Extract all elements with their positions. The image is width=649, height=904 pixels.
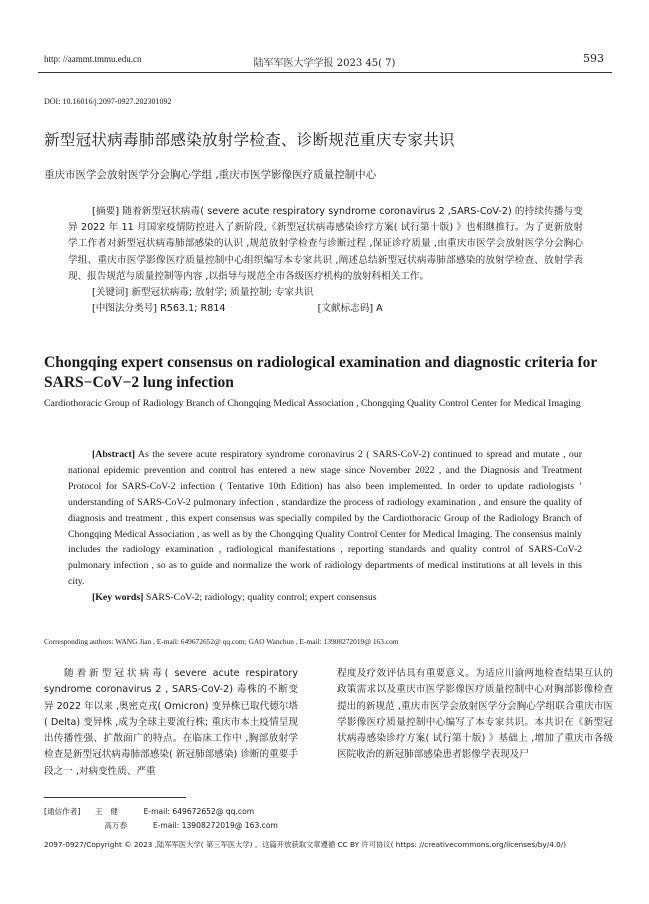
body-paragraph: 随着新型冠状病毒( severe acute respiratory syndrome coronavirus 2 , SARS-CoV-2) 毒株的不断变异 2022 年以来 ,奥密克戎( Omicron) 变异株已取代德尔塔( Delta) 变异株 ,成为全球主要流行株; 重庆市本土疫情呈现出传播性强、扩散面广的特点。在临床工作中 ,胸部放射学检查是新型冠状病毒肺部感染( 新冠肺部感染) 诊断的重要手段之一 ,对病变性质、严重	[44, 668, 298, 777]
footnote-author-email: E-mail: 649672652@ qq.com	[143, 807, 255, 816]
en-abstract-label: [Abstract]	[92, 449, 135, 460]
clc-label: [中图法分类号]	[92, 303, 158, 315]
doi: DOI: 10.16016/j.2097-0927.202301092	[44, 97, 172, 106]
cn-keywords-label: [关键词]	[92, 287, 129, 299]
cn-abstract-paragraph	[68, 204, 583, 285]
footnote-line	[44, 819, 278, 833]
en-abstract-paragraph	[68, 447, 582, 590]
cn-keywords-row	[68, 285, 583, 301]
cn-abstract	[68, 204, 583, 317]
footnote-line	[44, 805, 278, 819]
doc-code-label: [文献标志码]	[317, 303, 374, 315]
en-keywords-label: [Key words]	[92, 592, 144, 604]
cn-authors: 重庆市医学会放射医学分会胸心学组 ,重庆市医学影像医疗质量控制中心	[44, 169, 377, 181]
cn-abstract-text: 随着新型冠状病毒( severe acute respiratory syndrome coronavirus 2 ,SARS-CoV-2) 的持续传播与变异 2022 年 11 月国家疫情防控进入了新阶段,《新型冠状病毒感染诊疗方案( 试行第十版) 》也相继推行。为了更新放射学工作者对新型冠状病毒肺部感染的认识 ,规范放射学检查与诊断过程 ,保证诊疗质量 ,由重庆市医学会放射医学分会胸心学组、重庆市医学影像医疗质量控制中心组织编写本专家共识 ,阐述总结新型冠状病毒肺部感染的放射学检查、放射学表现、报告规范与质量控制等内容 ,以指导与规范全市各级医疗机构的放射科相关工作。	[68, 206, 583, 282]
header-journal: 陆军军医大学学报 2023 45( 7)	[253, 58, 396, 69]
en-title: Chongqing expert consensus on radiological examination and diagnostic criteria for SARS−CoV−2 lung infection	[44, 354, 597, 391]
footnote-author-email: E-mail: 13908272019@ 163.com	[152, 821, 278, 830]
body-paragraph: 程度及疗效评估具有重要意义。为适应川渝两地检查结果互认的政策需求以及重庆市医学影像医疗质量控制中心对胸部影像检查提出的新规范 ,重庆市医学会放射医学分会胸心学组联合重庆市医学影像医疗质量控制中心编写了本专家共识。本共识在《新型冠状病毒感染诊疗方案( 试行第十版) 》基础上 ,增加了重庆市各级医院收治的新冠肺部感染患者影像学表现及尸	[337, 668, 613, 761]
en-keywords: SARS-CoV-2; radiology; quality control; expert consensus	[145, 592, 377, 604]
body-column-right	[337, 666, 613, 764]
copyright-line: 2097-0927/Copyright © 2023 ,陆军军医大学( 第三军医大学) 。这篇开放获取文章遵循 CC BY 许可协议( https: //creativecommons.org/licenses/by/4.0/)	[44, 840, 567, 849]
en-abstract-text: As the severe acute respiratory syndrome coronavirus 2 ( SARS-CoV-2) continued to spread and mutate , our national epidemic prevention and control has entered a new stage since November 2022 , and the Diagnosis and Treatment Protocol for SARS-CoV-2 infection ( Tentative 10th Edition) has also been implemented. In order to update radiologists ’ understanding of SARS-CoV-2 pulmonary infection , standardize the process of radiology examination , and ensure the quality of diagnosis and treatment , this expert consensus was specially compiled by the Cardiothoracic Group of the Radiology Branch of Chongqing Medical Association , as well as by the Chongqing Quality Control Center for Medical Imaging. The consensus mainly includes the radiology examination , radiological manifestations , reporting standards and quality control of SARS-CoV-2 pulmonary infection , so as to guide and normalize the work of radiology departments of medical institutions at all levels in this city.	[68, 449, 582, 588]
body-column-left	[44, 666, 298, 780]
cn-title: 新型冠状病毒肺部感染放射学检查、诊断规范重庆专家共识	[44, 131, 455, 149]
cn-classification-row	[68, 301, 583, 317]
footnote-label: [通信作者]	[44, 807, 81, 816]
header-url: http: //aammt.tmmu.edu.cn	[44, 54, 142, 64]
en-abstract	[68, 447, 582, 606]
footnote-author-name: 王 健	[95, 807, 118, 816]
footnote-rule	[44, 797, 186, 798]
header-rule	[38, 72, 612, 73]
footnote	[44, 805, 278, 833]
corresponding-authors: Corresponding authors: WANG Jian , E-mail: 649672652@ qq.com; GAO Wanchun , E-mail: 13908272019@ 163.com	[44, 637, 399, 646]
en-keywords-row	[68, 590, 582, 606]
clc-value: R563.1; R814	[160, 303, 226, 315]
footnote-author-name: 高万春	[104, 821, 128, 830]
cn-keywords: 新型冠状病毒; 放射学; 质量控制; 专家共识	[131, 287, 314, 299]
page-number: 593	[583, 52, 604, 65]
en-authors: Cardiothoracic Group of Radiology Branch of Chongqing Medical Association , Chongqing Quality Control Center for Medical Imaging	[44, 398, 581, 409]
cn-abstract-label: [摘要]	[92, 206, 120, 217]
doc-code-value: A	[376, 303, 383, 315]
